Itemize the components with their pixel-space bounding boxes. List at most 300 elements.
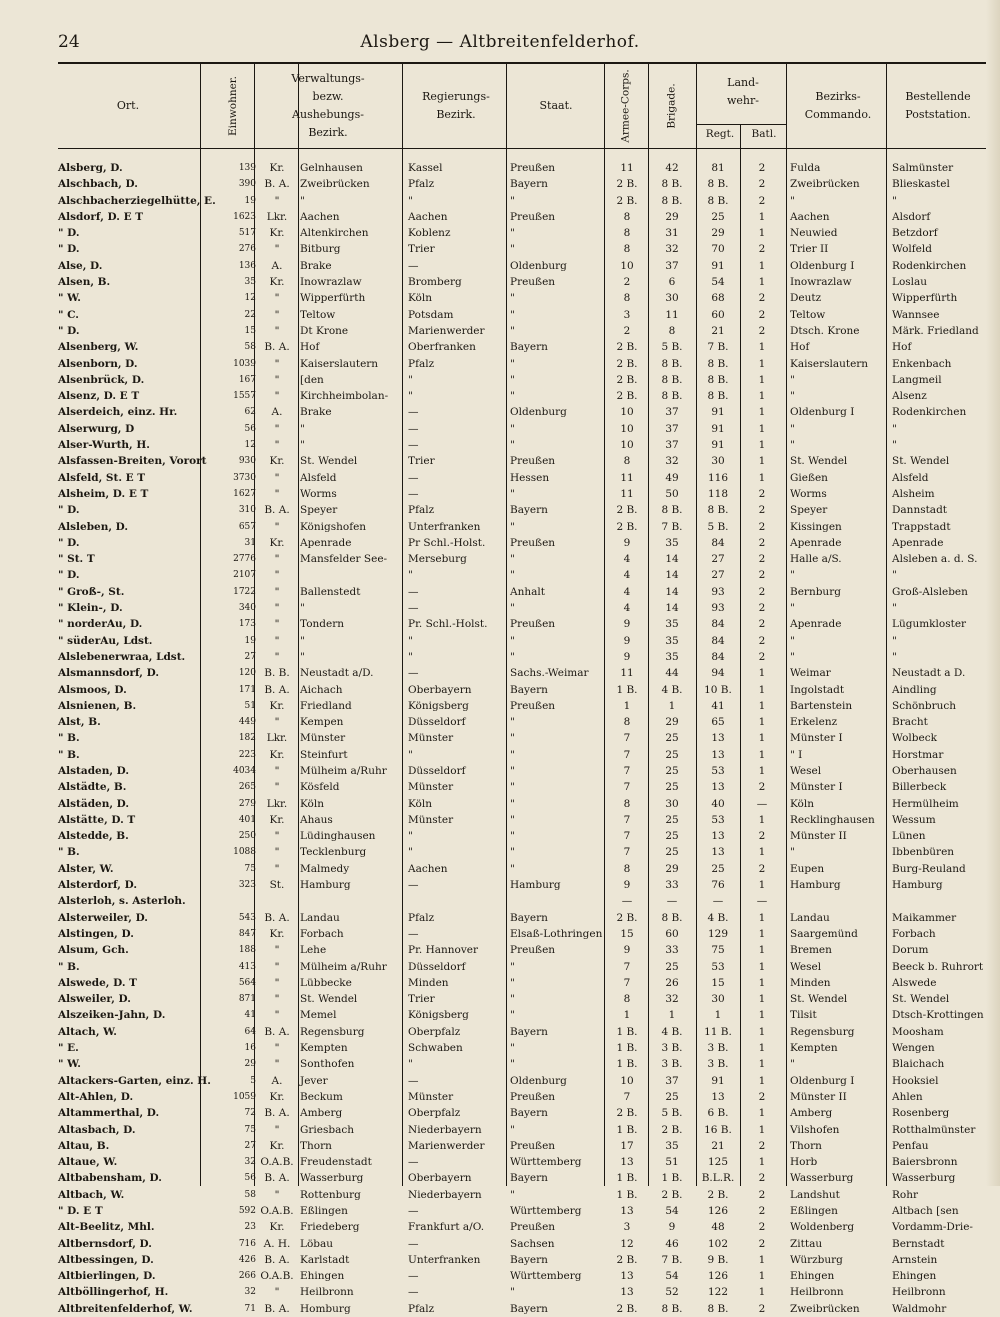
cell-bataillon: 1: [758, 699, 766, 712]
cell-verwaltung: Münster: [300, 732, 346, 745]
cell-regierung: Pr. Hannover: [408, 944, 479, 957]
cell-regierung: Aachen: [408, 210, 448, 223]
table-row: [58, 388, 988, 404]
cell-bezirks-commando: Münster I: [790, 781, 843, 794]
cell-bezirk-type: B. A.: [264, 1107, 290, 1120]
cell-armee: 15: [620, 927, 634, 940]
cell-poststation: ": [892, 422, 897, 435]
cell-ort: Altbessingen, D.: [58, 1253, 154, 1266]
directory-table-body: [58, 160, 988, 1317]
cell-regierung: Marienwerder: [408, 324, 485, 337]
cell-ort: " W.: [58, 1058, 81, 1071]
cell-armee: 2: [623, 324, 631, 337]
cell-brigade: 5 B.: [661, 341, 683, 354]
cell-einwohner: 1088: [233, 847, 256, 858]
table-row: [58, 616, 988, 632]
cell-einwohner: 716: [238, 1238, 256, 1249]
cell-bezirk-type: A.: [271, 406, 283, 419]
table-row: [58, 225, 988, 241]
cell-regierung: Unterfranken: [408, 1253, 481, 1266]
cell-ort: Alswede, D. T: [58, 976, 137, 989]
cell-staat: Preußen: [510, 944, 556, 957]
cell-regierung: Kassel: [408, 162, 443, 174]
cell-regiment: 70: [711, 243, 725, 256]
cell-regierung: Bromberg: [408, 276, 462, 289]
cell-armee: 2 B.: [616, 373, 638, 386]
cell-poststation: Oberhausen: [892, 764, 957, 777]
cell-poststation: Beeck b. Ruhrort: [892, 960, 984, 973]
cell-verwaltung: Steinfurt: [300, 748, 348, 761]
cell-bataillon: 1: [758, 1009, 766, 1022]
table-row: [58, 649, 988, 665]
cell-bezirk-type: ": [274, 357, 280, 370]
cell-bezirks-commando: ": [790, 569, 795, 582]
cell-bezirks-commando: Eupen: [790, 862, 825, 875]
cell-ort: " norderAu, D.: [58, 618, 143, 631]
cell-armee: 1: [623, 1009, 631, 1022]
cell-ort: " D.: [58, 536, 80, 549]
cell-ort: Alstaden, D.: [58, 764, 130, 777]
cell-brigade: 25: [665, 764, 679, 777]
cell-poststation: Salmünster: [892, 162, 954, 174]
cell-bataillon: 1: [758, 748, 766, 761]
cell-poststation: Lügumkloster: [892, 618, 967, 631]
cell-brigade: 4 B.: [661, 683, 683, 696]
cell-poststation: Trappstadt: [892, 520, 951, 533]
cell-brigade: 3 B.: [661, 1042, 683, 1055]
cell-staat: ": [510, 292, 515, 305]
cell-bezirks-commando: Woldenberg: [790, 1221, 855, 1234]
cell-armee: 10: [620, 406, 634, 419]
cell-einwohner: 19: [244, 635, 256, 646]
cell-bezirk-type: Kr.: [269, 927, 285, 940]
cell-ort: " D.: [58, 504, 80, 517]
cell-staat: ": [510, 324, 515, 337]
cell-armee: 13: [620, 1156, 634, 1169]
cell-ort: Altbernsdorf, D.: [58, 1237, 152, 1250]
cell-regierung: —: [408, 1205, 419, 1217]
cell-regiment: 129: [707, 927, 729, 940]
cell-brigade: 7 B.: [661, 1253, 683, 1266]
cell-armee: 2 B.: [616, 1302, 638, 1315]
cell-verwaltung: Löbau: [300, 1237, 334, 1250]
cell-brigade: 7 B.: [661, 520, 683, 533]
cell-verwaltung: Brake: [300, 259, 332, 272]
table-row: [58, 812, 988, 828]
cell-ort: " D.: [58, 227, 80, 240]
table-row: [58, 404, 988, 420]
cell-einwohner: 16: [244, 1043, 256, 1054]
cell-brigade: 54: [665, 1270, 679, 1283]
cell-regiment: 25: [711, 210, 725, 223]
cell-ort: Altbreitenfelderhof, W.: [58, 1302, 193, 1315]
cell-bezirks-commando: Kaiserslautern: [790, 357, 869, 370]
cell-verwaltung: Eßlingen: [300, 1205, 348, 1217]
header-post: Bestellende Poststation.: [905, 90, 971, 121]
cell-poststation: Hamburg: [892, 879, 943, 892]
cell-regierung: Trier: [408, 455, 435, 468]
cell-einwohner: 5: [250, 1075, 256, 1086]
cell-poststation: Billerbeck: [892, 781, 947, 794]
table-row: [58, 1007, 988, 1023]
cell-armee: 4: [623, 553, 631, 566]
cell-regierung: Trier: [408, 243, 435, 256]
cell-einwohner: 1722: [233, 586, 256, 597]
cell-bezirks-commando: Zittau: [790, 1237, 823, 1250]
cell-bezirk-type: ": [274, 324, 280, 337]
header-batl: Batl.: [751, 128, 777, 140]
cell-regiment: 29: [711, 227, 725, 240]
cell-regiment: 94: [711, 667, 725, 680]
table-row: [58, 1024, 988, 1040]
cell-regierung: —: [408, 259, 419, 272]
cell-regierung: ": [408, 846, 413, 859]
cell-staat: Preußen: [510, 455, 556, 468]
cell-regiment: 25: [711, 862, 725, 875]
cell-bataillon: 1: [758, 422, 766, 435]
cell-regierung: Oberfranken: [408, 341, 476, 354]
table-row: [58, 828, 988, 844]
cell-bezirk-type: A.: [271, 259, 283, 272]
table-row: [58, 1203, 988, 1219]
cell-brigade: 37: [665, 259, 679, 272]
cell-brigade: 60: [665, 927, 679, 940]
cell-brigade: 1: [668, 1009, 676, 1022]
cell-verwaltung: Memel: [300, 1009, 337, 1022]
cell-bezirk-type: Kr.: [269, 162, 285, 174]
cell-regierung: Münster: [408, 732, 454, 745]
cell-einwohner: 449: [238, 717, 256, 728]
cell-regierung: —: [408, 927, 419, 940]
cell-einwohner: 413: [238, 961, 256, 972]
cell-armee: 2 B.: [616, 911, 638, 924]
cell-staat: Bayern: [510, 911, 548, 924]
cell-verwaltung: Teltow: [300, 308, 336, 321]
table-row: [58, 1187, 988, 1203]
cell-bezirk-type: ": [274, 569, 280, 582]
cell-ort: Alslebenerwraa, Ldst.: [58, 650, 186, 663]
cell-bataillon: 1: [758, 667, 766, 680]
cell-regierung: Köln: [408, 292, 433, 305]
cell-staat: ": [510, 243, 515, 256]
cell-bataillon: 1: [758, 357, 766, 370]
cell-bezirks-commando: Münster II: [790, 830, 847, 843]
cell-armee: 3: [623, 1221, 631, 1234]
cell-armee: 9: [623, 618, 631, 631]
cell-regierung: ": [408, 634, 413, 647]
cell-armee: 1 B.: [616, 1188, 638, 1201]
cell-regiment: 13: [711, 1090, 725, 1103]
cell-armee: 1 B.: [616, 683, 638, 696]
cell-bataillon: 2: [758, 1237, 766, 1250]
cell-brigade: 30: [665, 797, 679, 810]
cell-staat: ": [510, 862, 515, 875]
cell-armee: 7: [623, 732, 631, 745]
cell-bezirk-type: B. A.: [264, 683, 290, 696]
header-rule: [58, 148, 988, 149]
cell-bezirks-commando: Landau: [790, 911, 830, 924]
cell-poststation: Alsleben a. d. S.: [892, 553, 978, 566]
cell-poststation: Lünen: [892, 830, 926, 843]
cell-bezirks-commando: ": [790, 650, 795, 663]
cell-brigade: 46: [665, 1237, 679, 1250]
cell-staat: Sachs.-Weimar: [510, 667, 589, 680]
cell-ort: Alsenz, D. E T: [58, 390, 140, 403]
cell-bataillon: 2: [758, 1221, 766, 1234]
table-row: [58, 470, 988, 486]
cell-brigade: 9: [668, 1221, 676, 1234]
cell-einwohner: 171: [238, 684, 256, 695]
cell-regierung: —: [408, 1270, 419, 1283]
cell-bezirks-commando: Heilbronn: [790, 1286, 844, 1299]
cell-einwohner: 173: [238, 619, 256, 630]
cell-staat: Oldenburg: [510, 259, 567, 272]
cell-bataillon: 2: [758, 308, 766, 321]
cell-verwaltung: Kösfeld: [300, 781, 340, 794]
table-row: [58, 356, 988, 372]
cell-einwohner: 29: [244, 1059, 256, 1070]
cell-bataillon: 1: [758, 813, 766, 826]
cell-armee: 4: [623, 569, 631, 582]
cell-bezirk-type: Lkr.: [266, 797, 288, 810]
cell-bezirks-commando: Münster II: [790, 1090, 847, 1103]
cell-brigade: 25: [665, 781, 679, 794]
cell-bezirk-type: B. A.: [264, 504, 290, 517]
cell-verwaltung: Kempten: [300, 1042, 348, 1055]
cell-brigade: 25: [665, 732, 679, 745]
cell-regierung: Niederbayern: [408, 1123, 482, 1136]
cell-bataillon: 1: [758, 276, 766, 289]
cell-bezirks-commando: Thorn: [790, 1139, 822, 1152]
cell-ort: Alstingen, D.: [58, 927, 134, 940]
cell-poststation: Rosenberg: [892, 1107, 950, 1120]
cell-armee: 2 B.: [616, 194, 638, 207]
cell-bezirk-type: Kr.: [269, 1221, 285, 1234]
cell-regierung: Münster: [408, 813, 454, 826]
cell-bezirk-type: ": [274, 243, 280, 256]
cell-bataillon: 1: [758, 1270, 766, 1283]
cell-bataillon: 1: [758, 1107, 766, 1120]
cell-brigade: 31: [665, 227, 679, 240]
table-row: [58, 372, 988, 388]
cell-einwohner: 847: [238, 928, 256, 939]
cell-armee: 1 B.: [616, 1172, 638, 1185]
cell-poststation: Wengen: [892, 1042, 935, 1055]
table-row: [58, 991, 988, 1007]
cell-poststation: St. Wendel: [892, 455, 950, 468]
cell-bezirk-type: B. A.: [264, 341, 290, 354]
cell-staat: Bayern: [510, 1025, 548, 1038]
cell-verwaltung: Heilbronn: [300, 1286, 354, 1299]
cell-brigade: 8: [668, 324, 676, 337]
cell-ort: Alsen, B.: [58, 276, 111, 289]
cell-brigade: 8 B.: [661, 194, 683, 207]
header-regt: Regt.: [705, 128, 735, 140]
cell-brigade: 51: [665, 1156, 679, 1169]
table-row: [58, 926, 988, 942]
table-row: [58, 665, 988, 681]
cell-bezirks-commando: Inowrazlaw: [790, 276, 852, 289]
cell-verwaltung: Karlstadt: [300, 1253, 350, 1266]
table-row: [58, 763, 988, 779]
cell-bezirk-type: ": [274, 634, 280, 647]
cell-staat: Sachsen: [510, 1237, 555, 1250]
cell-bezirk-type: ": [274, 830, 280, 843]
cell-brigade: 35: [665, 650, 679, 663]
cell-poststation: Wolbeck: [892, 732, 937, 745]
table-row: [58, 1284, 988, 1300]
cell-bezirks-commando: Fulda: [790, 162, 821, 174]
cell-staat: Oldenburg: [510, 1074, 567, 1087]
cell-poststation: Altbach [sen: [892, 1205, 959, 1217]
cell-regiment: 13: [711, 830, 725, 843]
cell-regiment: 60: [711, 308, 725, 321]
cell-verwaltung: Tecklenburg: [300, 846, 367, 859]
cell-bezirk-type: Kr.: [269, 1139, 285, 1152]
table-row: [58, 942, 988, 958]
cell-brigade: 8 B.: [661, 357, 683, 370]
cell-poststation: ": [892, 194, 897, 207]
cell-poststation: Ahlen: [892, 1090, 923, 1103]
cell-bezirks-commando: Wesel: [790, 960, 822, 973]
cell-regierung: Münster: [408, 781, 454, 794]
cell-ort: Altbabensham, D.: [58, 1172, 162, 1185]
cell-ort: Alsterloh, s. Asterloh.: [58, 895, 186, 908]
cell-regiment: 91: [711, 1074, 725, 1087]
cell-bezirks-commando: St. Wendel: [790, 455, 848, 468]
cell-bezirk-type: B. A.: [264, 1253, 290, 1266]
cell-ort: " B.: [58, 960, 80, 973]
cell-verwaltung: Beckum: [300, 1090, 343, 1103]
cell-ort: Alsterdorf, D.: [58, 879, 137, 892]
cell-bataillon: 1: [758, 846, 766, 859]
cell-brigade: 25: [665, 748, 679, 761]
cell-staat: Preußen: [510, 1221, 556, 1234]
cell-regiment: 10 B.: [704, 683, 732, 696]
cell-staat: Oldenburg: [510, 406, 567, 419]
table-row: [58, 1252, 988, 1268]
cell-bezirks-commando: Bernburg: [790, 585, 841, 598]
cell-bataillon: 1: [758, 993, 766, 1006]
cell-einwohner: 62: [244, 407, 256, 418]
cell-regierung: Oberpfalz: [408, 1107, 461, 1120]
cell-regiment: 8 B.: [707, 178, 729, 191]
cell-armee: 13: [620, 1270, 634, 1283]
cell-regiment: 8 B.: [707, 194, 729, 207]
cell-armee: 11: [620, 162, 634, 174]
cell-bezirk-type: B. A.: [264, 911, 290, 924]
cell-ort: Alst, B.: [58, 716, 101, 729]
cell-regiment: 53: [711, 813, 725, 826]
cell-regierung: —: [408, 667, 419, 680]
cell-verwaltung: Ehingen: [300, 1270, 345, 1283]
cell-regierung: Marienwerder: [408, 1139, 485, 1152]
cell-bezirks-commando: Vilshofen: [790, 1123, 840, 1136]
cell-regierung: Münster: [408, 1090, 454, 1103]
cell-ort: Altammerthal, D.: [58, 1107, 160, 1120]
cell-einwohner: 2107: [233, 570, 256, 581]
cell-einwohner: 1627: [233, 488, 256, 499]
cell-bezirk-type: Kr.: [269, 455, 285, 468]
cell-bezirks-commando: ": [790, 194, 795, 207]
cell-staat: ": [510, 373, 515, 386]
cell-verwaltung: Sonthofen: [300, 1058, 355, 1071]
cell-bezirk-type: ": [274, 390, 280, 403]
cell-staat: Bayern: [510, 341, 548, 354]
cell-brigade: 37: [665, 1074, 679, 1087]
cell-armee: 12: [620, 1237, 634, 1250]
table-row: [58, 1268, 988, 1284]
cell-bataillon: 2: [758, 862, 766, 875]
cell-einwohner: 58: [244, 1189, 256, 1200]
cell-regierung: Düsseldorf: [408, 960, 466, 973]
landwehr-sub-rule: [696, 124, 786, 125]
cell-armee: 7: [623, 813, 631, 826]
cell-staat: Hamburg: [510, 879, 561, 892]
cell-bataillon: 1: [758, 1042, 766, 1055]
cell-bataillon: 1: [758, 373, 766, 386]
cell-ort: Alsmannsdorf, D.: [58, 667, 160, 680]
cell-verwaltung: St. Wendel: [300, 993, 358, 1006]
cell-staat: ": [510, 830, 515, 843]
cell-bataillon: 1: [758, 732, 766, 745]
cell-bezirks-commando: ": [790, 373, 795, 386]
cell-regiment: 30: [711, 455, 725, 468]
cell-brigade: 42: [665, 162, 679, 174]
cell-bataillon: 1: [758, 976, 766, 989]
cell-poststation: Dorum: [892, 944, 929, 957]
cell-armee: 4: [623, 602, 631, 615]
cell-regierung: Potsdam: [408, 308, 454, 321]
cell-regiment: 116: [707, 471, 729, 484]
cell-einwohner: 930: [238, 456, 256, 467]
cell-bataillon: 1: [758, 879, 766, 892]
cell-ort: Altackers-Garten, einz. H.: [58, 1074, 211, 1087]
cell-bezirk-type: ": [274, 944, 280, 957]
cell-armee: 1 B.: [616, 1058, 638, 1071]
cell-regierung: Minden: [408, 976, 449, 989]
cell-poststation: Arnstein: [892, 1253, 938, 1266]
cell-brigade: 8 B.: [661, 911, 683, 924]
cell-brigade: 52: [665, 1286, 679, 1299]
cell-poststation: ": [892, 569, 897, 582]
cell-staat: ": [510, 390, 515, 403]
cell-regierung: —: [408, 487, 419, 500]
cell-bezirk-type: Kr.: [269, 748, 285, 761]
cell-einwohner: 266: [238, 1271, 256, 1282]
table-row: [58, 519, 988, 535]
cell-brigade: 1 B.: [661, 1172, 683, 1185]
table-row: [58, 1073, 988, 1089]
table-row: [58, 893, 988, 909]
cell-bezirk-type: ": [274, 520, 280, 533]
cell-bataillon: 2: [758, 178, 766, 191]
cell-einwohner: 657: [238, 521, 256, 532]
cell-regierung: ": [408, 569, 413, 582]
cell-brigade: 33: [665, 879, 679, 892]
cell-armee: 8: [623, 227, 631, 240]
cell-verwaltung: Kirchheimbolan-: [300, 390, 389, 403]
table-row: [58, 193, 988, 209]
cell-verwaltung: Dt Krone: [300, 324, 349, 337]
cell-einwohner: 71: [244, 1303, 256, 1314]
cell-poststation: Ehingen: [892, 1270, 937, 1283]
cell-bataillon: —: [756, 797, 768, 810]
cell-bezirk-type: Kr.: [269, 699, 285, 712]
cell-ort: Alsleben, D.: [58, 520, 129, 533]
cell-verwaltung: Ballenstedt: [300, 585, 361, 598]
table-row: [58, 1170, 988, 1186]
